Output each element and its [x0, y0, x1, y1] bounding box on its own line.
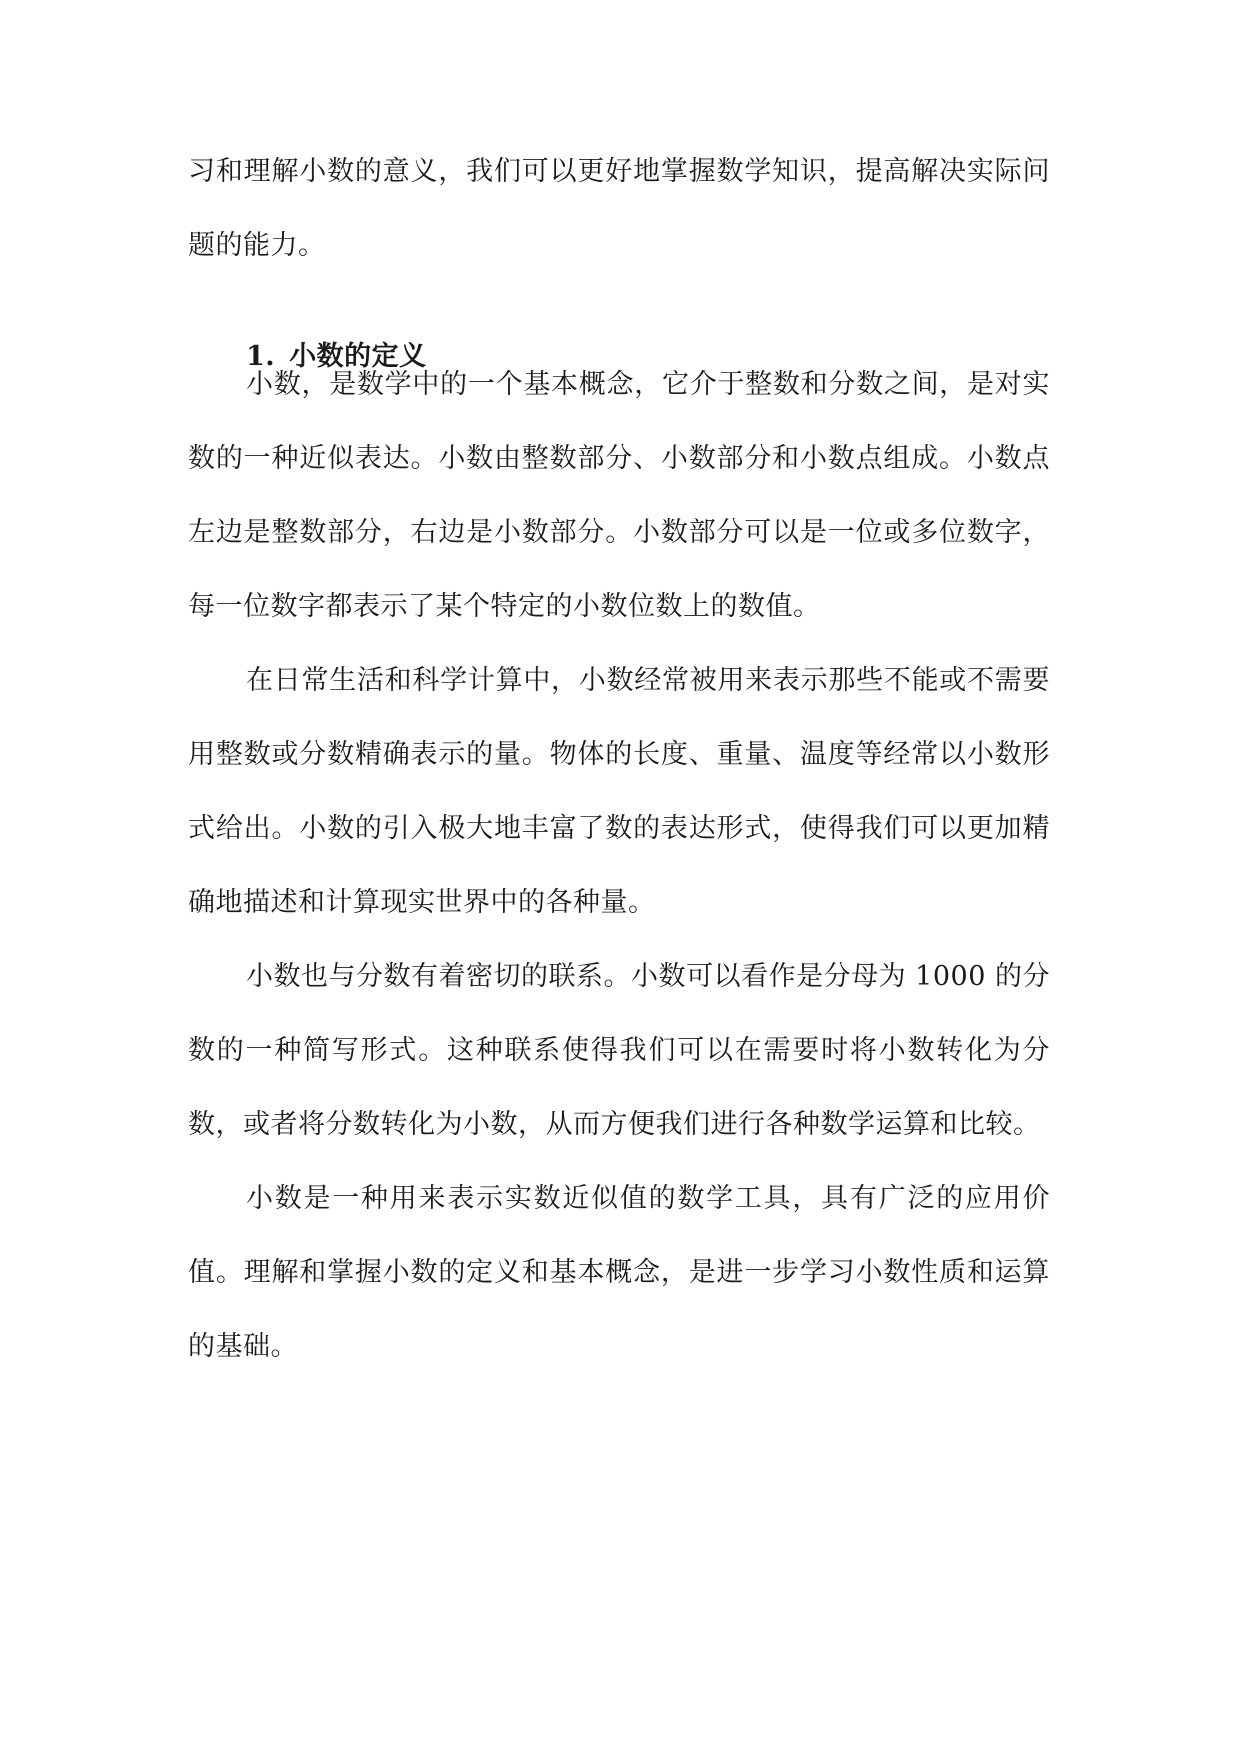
intro-block	[188, 135, 1050, 283]
section-title: 小数的定义	[289, 341, 427, 372]
intro-continuation-paragraph: 习和理解小数的意义，我们可以更好地掌握数学知识，提高解决实际问题的能力。	[188, 156, 1050, 261]
body-paragraph-3: 小数也与分数有着密切的联系。小数可以看作是分母为 1000 的分数的一种简写形式。这种联系使得我们可以在需要时将小数转化为分数，或者将分数转化为小数，从而方便我们进行各种数学运算和比较。	[188, 961, 1050, 1140]
body-paragraph-2: 在日常生活和科学计算中，小数经常被用来表示那些不能或不需要用整数或分数精确表示的量。物体的长度、重量、温度等经常以小数形式给出。小数的引入极大地丰富了数的表达形式，使得我们可以更加精确地描述和计算现实世界中的各种量。	[188, 665, 1050, 918]
body-paragraph-1: 小数，是数学中的一个基本概念，它介于整数和分数之间，是对实数的一种近似表达。小数由整数部分、小数部分和小数点组成。小数点左边是整数部分，右边是小数部分。小数部分可以是一位或多位数字，每一位数字都表示了某个特定的小数位数上的数值。	[188, 369, 1050, 622]
section-number: 1.	[246, 341, 276, 372]
section-body	[188, 348, 1050, 1384]
body-paragraph-4: 小数是一种用来表示实数近似值的数学工具，具有广泛的应用价值。理解和掌握小数的定义和基本概念，是进一步学习小数性质和运算的基础。	[188, 1183, 1050, 1362]
